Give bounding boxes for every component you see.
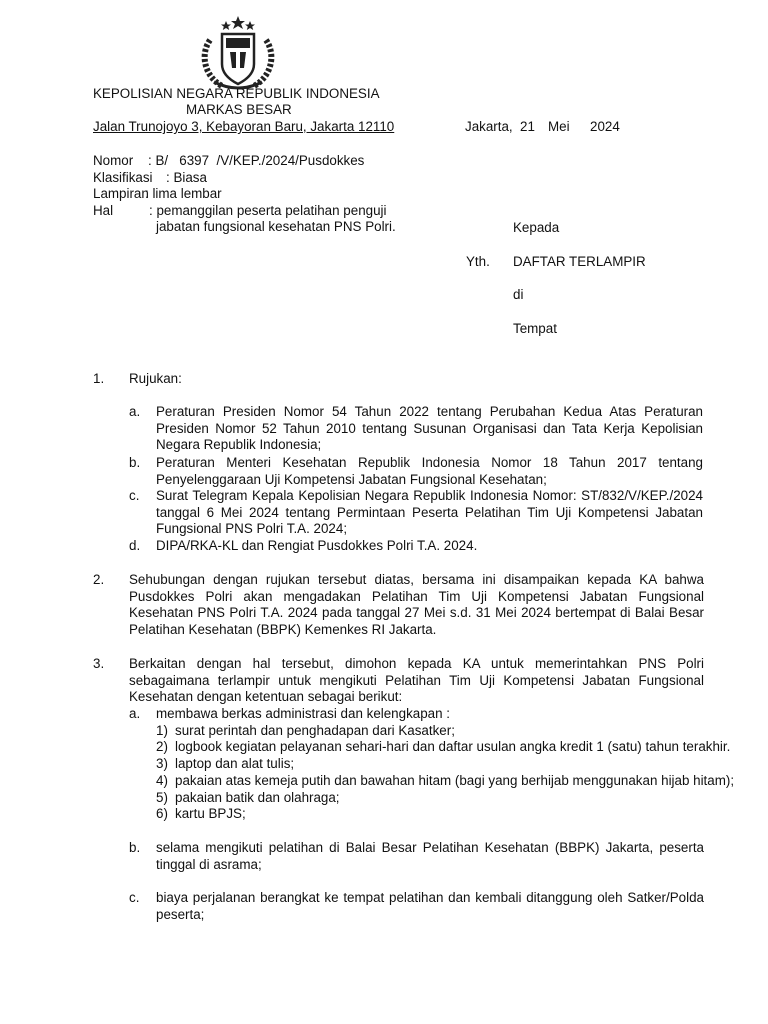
reference-a-letter: a. [129,404,141,419]
requirement-5-number: 5) [156,790,168,805]
requirement-4-text: pakaian atas kemeja putih dan bawahan hitam (bagi yang berhijab menggunakan hijab hitam); [175,773,735,788]
klasifikasi-value: : Biasa [166,170,207,185]
hal-label: Hal [93,203,114,218]
recipient-kepada: Kepada [513,220,560,235]
provision-b-text: selama mengikuti pelatihan di Balai Besar Pelatihan Kesehatan (BBPK) Jakarta, peserta tinggal di asrama; [156,840,704,872]
paragraph-2-text: Sehubungan dengan rujukan tersebut diatas, bersama ini disampaikan kepada KA bahwa Pusdokkes Polri akan mengadakan Pelatihan Tim Uji Kompetensi Jabatan Fungsional Kesehatan PNS Polri T.A. 2024 pada tanggal 27 Mei s.d. 31 Mei 2024 bertempat di Balai Besar Pelatihan Kesehatan (BBPK) Kemenkes RI Jakarta. [129,572,704,637]
reference-a-text: Peraturan Presiden Nomor 54 Tahun 2022 tentang Perubahan Kedua Atas Peraturan Presiden Nomor 52 Tahun 2010 tentang Susunan Organisasi dan Tata Kerja Kepolisian Negara Republik Indonesia; [156,404,703,453]
recipient-tempat: Tempat [513,321,557,336]
recipient-yth: Yth. [466,254,490,269]
provision-c-text: biaya perjalanan berangkat ke tempat pelatihan dan kembali ditanggung oleh Satker/Polda peserta; [156,890,704,922]
letter-date-city: Jakarta, [465,119,513,134]
provision-a-letter: a. [129,706,141,721]
letter-date-year: 2024 [590,119,620,134]
paragraph-1-number: 1. [93,371,105,386]
requirement-1-number: 1) [156,723,168,738]
requirement-6-text: kartu BPJS; [175,806,246,821]
reference-c-text: Surat Telegram Kepala Kepolisian Negara Republik Indonesia Nomor: ST/832/V/KEP./2024 tanggal 6 Mei 2024 tentang Permintaan Peserta Pelatihan Tim Uji Kompetensi Jabatan Fungsional PNS Polri T.A. 2024; [156,488,703,537]
requirement-2-number: 2) [156,739,168,754]
requirement-3-number: 3) [156,756,168,771]
requirement-2-text: logbook kegiatan pelayanan sehari-hari dan daftar usulan angka kredit 1 (satu) tahun terakhir. [175,739,731,754]
lampiran-label: Lampiran [93,186,149,201]
hal-value-line2: jabatan fungsional kesehatan PNS Polri. [156,219,396,234]
paragraph-1-title: Rujukan: [129,371,182,386]
paragraph-2-number: 2. [93,572,105,587]
reference-d-letter: d. [129,538,141,553]
polri-emblem-logo [192,14,284,92]
nomor-label: Nomor [93,153,134,168]
hal-value-line1: : pemanggilan peserta pelatihan penguji [149,203,387,218]
requirement-1-text: surat perintah dan penghadapan dari Kasatker; [175,723,455,738]
paragraph-3-text: Berkaitan dengan hal tersebut, dimohon kepada KA untuk memerintahkan PNS Polri sebagaimana terlampir untuk mengikuti Pelatihan Tim Uji Kompetensi Jabatan Fungsional Kesehatan dengan ketentuan sebagai berikut: [129,656,704,705]
org-name: KEPOLISIAN NEGARA REPUBLIK INDONESIA [93,86,380,101]
recipient-name: DAFTAR TERLAMPIR [513,254,646,269]
nomor-value: : B/ 6397 /V/KEP./2024/Pusdokkes [148,153,365,168]
org-subname: MARKAS BESAR [186,102,292,117]
provision-b-letter: b. [129,840,141,855]
recipient-di: di [513,287,524,302]
org-address: Jalan Trunojoyo 3, Kebayoran Baru, Jakarta 12110 [93,119,395,134]
requirement-6-number: 6) [156,806,168,821]
requirement-3-text: laptop dan alat tulis; [175,756,295,771]
reference-b-letter: b. [129,455,141,470]
klasifikasi-label: Klasifikasi [93,170,153,185]
requirement-4-number: 4) [156,773,168,788]
reference-d-text: DIPA/RKA-KL dan Rengiat Pusdokkes Polri T.A. 2024. [156,538,478,553]
paragraph-3-number: 3. [93,656,105,671]
provision-a-text: membawa berkas administrasi dan kelengkapan : [156,706,451,721]
reference-b-text: Peraturan Menteri Kesehatan Republik Indonesia Nomor 18 Tahun 2017 tentang Penyelenggaraan Uji Kompetensi Jabatan Fungsional Kesehatan; [156,455,703,487]
requirement-5-text: pakaian batik dan olahraga; [175,790,340,805]
letter-date-day: 21 [520,119,535,134]
reference-c-letter: c. [129,488,140,503]
lampiran-value: : lima lembar [145,186,222,201]
provision-c-letter: c. [129,890,140,905]
letter-date-month: Mei [548,119,570,134]
